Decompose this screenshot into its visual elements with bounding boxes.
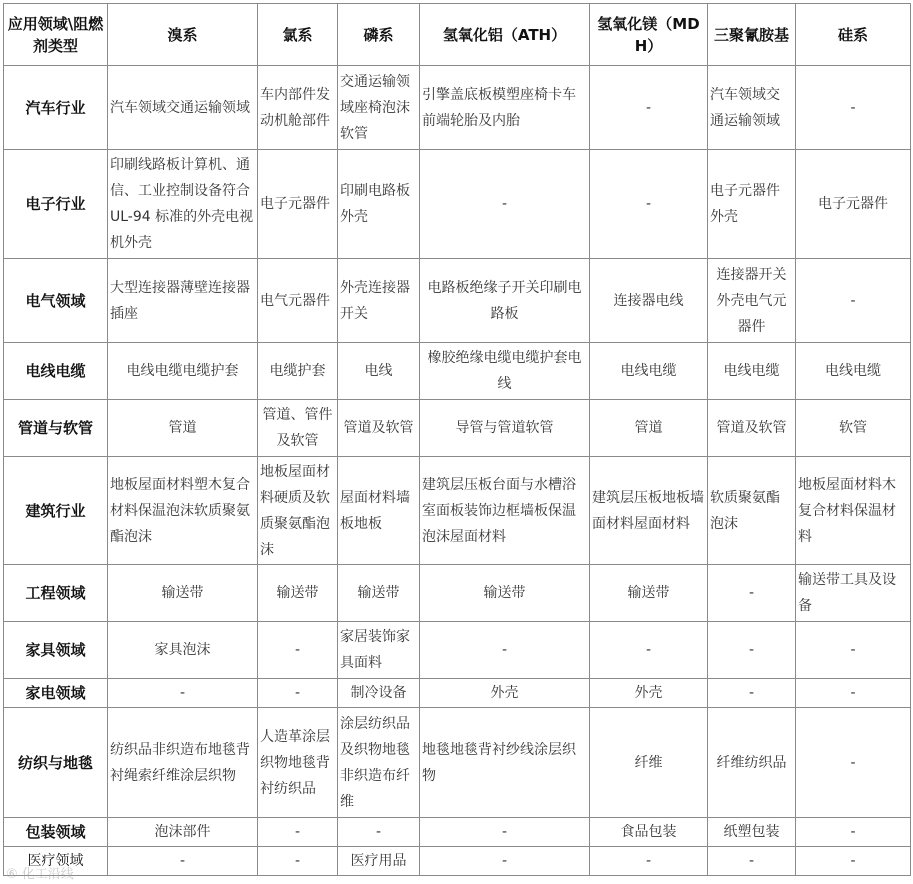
table-cell: - [258,847,338,876]
table-cell: 制冷设备 [338,679,420,708]
header-cell-ath: 氢氧化铝（ATH） [420,4,590,66]
table-cell: 外壳连接器开关 [338,259,420,343]
table-cell: 电子元器件 [796,150,911,259]
table-cell: 电缆护套 [258,343,338,400]
table-cell: 电气元器件 [258,259,338,343]
table-row [4,708,911,818]
row-header-cell: 医疗领域 [4,847,108,876]
row-header-cell: 汽车行业 [4,66,108,150]
table-cell: 电线电缆 [796,343,911,400]
table-cell: - [708,622,796,679]
table-cell: 电线电缆 [590,343,708,400]
table-cell: 输送带 [258,565,338,622]
row-header-cell: 家具领域 [4,622,108,679]
row-header-cell: 管道与软管 [4,400,108,457]
header-cell-phosphorus: 磷系 [338,4,420,66]
table-cell: 纺织品非织造布地毯背衬绳索纤维涂层织物 [108,708,258,818]
table-cell: 地板屋面材料木复合材料保温材料 [796,457,911,565]
table-cell: 建筑层压板地板墙面材料屋面材料 [590,457,708,565]
table-cell: 管道 [108,400,258,457]
table-cell: 食品包装 [590,818,708,847]
table-cell: 电线电缆 [708,343,796,400]
table-cell: - [796,818,911,847]
table-cell: - [796,259,911,343]
table-cell: - [258,679,338,708]
table-row [4,259,911,343]
row-header-cell: 工程领域 [4,565,108,622]
table-cell: 地毯地毯背衬纱线涂层织物 [420,708,590,818]
table-cell: - [708,565,796,622]
table-row [4,679,911,708]
table-row [4,400,911,457]
table-cell: - [708,847,796,876]
table-cell: - [420,622,590,679]
table-cell: 汽车领域交通运输领域 [108,66,258,150]
table-cell: - [796,622,911,679]
table-cell: - [338,818,420,847]
table-row [4,150,911,259]
table-cell: 纤维 [590,708,708,818]
table-cell: 输送带工具及设备 [796,565,911,622]
row-header-cell: 电线电缆 [4,343,108,400]
table-cell: 电子元器件外壳 [708,150,796,259]
table-cell: 管道 [590,400,708,457]
table-cell: 家具泡沫 [108,622,258,679]
table-cell: 管道及软管 [338,400,420,457]
table-cell: 管道、管件及软管 [258,400,338,457]
table-cell: 家居装饰家具面料 [338,622,420,679]
header-row [4,4,911,66]
table-cell: 地板屋面材料硬质及软质聚氨酯泡沫 [258,457,338,565]
table-cell: 输送带 [108,565,258,622]
table-cell: 交通运输领域座椅泡沫软管 [338,66,420,150]
table-cell: - [420,818,590,847]
table-cell: 人造革涂层织物地毯背衬纺织品 [258,708,338,818]
table-cell: - [590,847,708,876]
table-cell: - [708,679,796,708]
table-cell: 输送带 [338,565,420,622]
row-header-cell: 电气领域 [4,259,108,343]
table-cell: 纤维纺织品 [708,708,796,818]
table-row [4,343,911,400]
table-cell: - [796,66,911,150]
table-cell: 连接器电线 [590,259,708,343]
table-cell: 电线 [338,343,420,400]
table-cell: 汽车领域交通运输领域 [708,66,796,150]
table-row [4,457,911,565]
table-row [4,818,911,847]
table-cell: 医疗用品 [338,847,420,876]
table-cell: 软质聚氨酯泡沫 [708,457,796,565]
table-cell: 车内部件发动机舱部件 [258,66,338,150]
table-cell: - [796,847,911,876]
header-cell-application: 应用领域\阻燃剂类型 [4,4,108,66]
table-cell: - [796,708,911,818]
table-cell: - [590,622,708,679]
table-cell: 泡沫部件 [108,818,258,847]
table-cell: 涂层纺织品及织物地毯非织造布纤维 [338,708,420,818]
table-cell: 电路板绝缘子开关印刷电路板 [420,259,590,343]
table-cell: 软管 [796,400,911,457]
header-cell-silicon: 硅系 [796,4,911,66]
table-cell: - [420,150,590,259]
table-cell: 导管与管道软管 [420,400,590,457]
table-cell: - [590,66,708,150]
row-header-cell: 家电领域 [4,679,108,708]
table-cell: - [108,847,258,876]
watermark: ⑥ 化工沿线 [6,867,74,882]
header-cell-bromine: 溴系 [108,4,258,66]
row-header-cell: 建筑行业 [4,457,108,565]
table-cell: - [258,622,338,679]
table-cell: 引擎盖底板模塑座椅卡车前端轮胎及内胎 [420,66,590,150]
row-header-cell: 纺织与地毯 [4,708,108,818]
table-cell: - [590,150,708,259]
table-cell: 输送带 [420,565,590,622]
table-cell: 屋面材料墙板地板 [338,457,420,565]
table-cell: 电线电缆电缆护套 [108,343,258,400]
table-cell: 大型连接器薄壁连接器插座 [108,259,258,343]
flame-retardant-table [3,3,911,876]
table-cell: - [796,679,911,708]
table-cell: 橡胶绝缘电缆电缆护套电线 [420,343,590,400]
table-cell: 地板屋面材料塑木复合材料保温泡沫软质聚氨酯泡沫 [108,457,258,565]
table-row [4,565,911,622]
table-cell: 纸塑包装 [708,818,796,847]
header-cell-chlorine: 氯系 [258,4,338,66]
row-header-cell: 电子行业 [4,150,108,259]
table-cell: - [258,818,338,847]
table-cell: 建筑层压板台面与水槽浴室面板装饰边框墙板保温泡沫屋面材料 [420,457,590,565]
table-cell: - [108,679,258,708]
row-header-cell: 包装领域 [4,818,108,847]
table-cell: 印刷电路板外壳 [338,150,420,259]
table-cell: 外壳 [590,679,708,708]
table-cell: 电子元器件 [258,150,338,259]
header-cell-mdh: 氢氧化镁（MDH） [590,4,708,66]
header-cell-melamine: 三聚氰胺基 [708,4,796,66]
table-row [4,66,911,150]
table-cell: 印刷线路板计算机、通信、工业控制设备符合 UL-94 标准的外壳电视机外壳 [108,150,258,259]
table-row [4,622,911,679]
table-cell: 管道及软管 [708,400,796,457]
table-cell: 连接器开关外壳电气元器件 [708,259,796,343]
table-cell: - [420,847,590,876]
table-cell: 输送带 [590,565,708,622]
table-row [4,847,911,876]
table-cell: 外壳 [420,679,590,708]
